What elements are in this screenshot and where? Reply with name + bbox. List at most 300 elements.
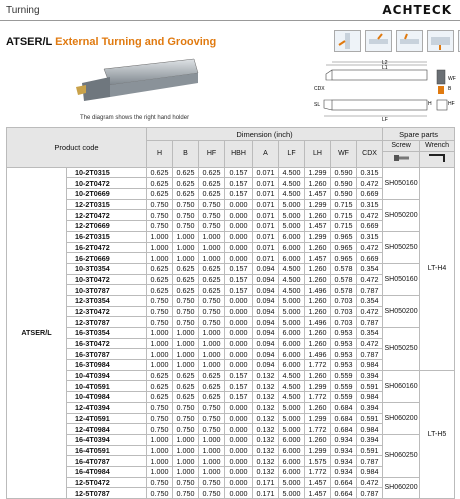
dimension-cell: 0.132 (253, 445, 279, 456)
dimension-cell: 0.664 (331, 477, 357, 488)
dimension-cell: 6.000 (279, 242, 305, 253)
dimension-cell: 0.625 (147, 392, 173, 403)
column-header: A (253, 141, 279, 168)
dimension-cell: 1.260 (305, 338, 331, 349)
dimension-drawing (312, 60, 457, 122)
dimension-cell: 1.000 (173, 338, 199, 349)
dimension-cell: 0.071 (253, 178, 279, 189)
dimension-cell: 0.669 (357, 253, 383, 264)
thumbnail-icon (427, 30, 454, 52)
dimension-cell: 6.000 (279, 456, 305, 467)
dimension-cell: 1.000 (173, 328, 199, 339)
product-code-cell: 16-3T0787 (67, 349, 147, 360)
dimension-cell: 0.703 (331, 295, 357, 306)
dimension-cell: 0.750 (147, 477, 173, 488)
product-code-cell: 12-2T0315 (67, 199, 147, 210)
dimension-cell: 0.094 (253, 274, 279, 285)
dimension-cell: 0.750 (147, 199, 173, 210)
product-table (6, 127, 455, 499)
product-code-cell: 12-3T0472 (67, 306, 147, 317)
dimension-cell: 1.000 (147, 466, 173, 477)
product-series: ATSER/L (6, 36, 53, 48)
column-header: LH (305, 141, 331, 168)
dimension-cell: 1.000 (199, 456, 225, 467)
dimension-cell: 0.750 (199, 210, 225, 221)
dimension-cell: 0.625 (199, 381, 225, 392)
dimension-cell: 1.000 (199, 360, 225, 371)
dimension-cell: 0.625 (147, 370, 173, 381)
drawing-label: B (448, 86, 452, 92)
dimension-cell: 0.132 (253, 392, 279, 403)
application-thumbnails (334, 30, 460, 52)
dimension-cell: 0.934 (331, 434, 357, 445)
dimension-cell: 0.625 (147, 263, 173, 274)
product-code-cell: 12-3T0354 (67, 295, 147, 306)
dimension-cell: 0.000 (225, 242, 253, 253)
dimension-cell: 0.094 (253, 263, 279, 274)
product-code-cell: 16-2T0669 (67, 253, 147, 264)
dimension-cell: 1.260 (305, 210, 331, 221)
dimension-cell: 4.500 (279, 370, 305, 381)
dimension-cell: 1.772 (305, 392, 331, 403)
dimension-cell: 0.132 (253, 381, 279, 392)
table-row (7, 295, 455, 306)
screw-cell: SH050250 (383, 328, 420, 371)
table-row (7, 167, 455, 178)
screw-cell: SH050200 (383, 295, 420, 327)
column-header: HF (199, 141, 225, 168)
dimension-cell: 1.299 (305, 381, 331, 392)
dimension-cell: 0.000 (225, 456, 253, 467)
dimension-cell: 0.625 (173, 274, 199, 285)
dimension-cell: 0.625 (173, 189, 199, 200)
dimension-cell: 1.000 (173, 456, 199, 467)
dimension-cell: 0.157 (225, 167, 253, 178)
dimension-cell: 0.171 (253, 477, 279, 488)
dimension-cell: 0.071 (253, 167, 279, 178)
dimension-cell: 0.750 (147, 210, 173, 221)
dimension-cell: 1.000 (173, 253, 199, 264)
screw-cell: SH050160 (383, 263, 420, 295)
product-code-cell: 10-2T0315 (67, 167, 147, 178)
dimension-cell: 0.953 (331, 338, 357, 349)
column-header: WF (331, 141, 357, 168)
dimension-cell: 0.000 (225, 424, 253, 435)
dimension-cell: 0.715 (331, 199, 357, 210)
dimension-header: Dimension (inch) (147, 128, 383, 141)
dimension-cell: 0.750 (199, 488, 225, 499)
drawing-label: H (428, 101, 432, 107)
dimension-cell: 0.591 (357, 445, 383, 456)
dimension-cell: 0.965 (331, 242, 357, 253)
dimension-cell: 4.500 (279, 392, 305, 403)
wrench-cell: LT-H5 (420, 370, 455, 498)
dimension-cell: 0.472 (357, 306, 383, 317)
dimension-cell: 1.000 (147, 242, 173, 253)
dimension-cell: 0.669 (357, 221, 383, 232)
wrench-header: Wrench (420, 141, 455, 152)
dimension-cell: 0.965 (331, 231, 357, 242)
dimension-cell: 1.457 (305, 221, 331, 232)
dimension-cell: 0.000 (225, 349, 253, 360)
dimension-cell: 0.094 (253, 285, 279, 296)
dimension-cell: 1.000 (199, 242, 225, 253)
product-code-cell: 12-4T0984 (67, 424, 147, 435)
dimension-cell: 0.000 (225, 231, 253, 242)
dimension-cell: 0.559 (331, 392, 357, 403)
dimension-cell: 0.984 (357, 360, 383, 371)
product-code-cell: 12-2T0472 (67, 210, 147, 221)
column-header: HBH (225, 141, 253, 168)
product-code-cell: 10-4T0591 (67, 381, 147, 392)
product-code-cell: 10-3T0472 (67, 274, 147, 285)
dimension-cell: 0.578 (331, 274, 357, 285)
dimension-cell: 0.094 (253, 317, 279, 328)
dimension-cell: 1.260 (305, 295, 331, 306)
dimension-cell: 0.625 (173, 167, 199, 178)
screw-header: Screw (383, 141, 420, 152)
dimension-cell: 1.772 (305, 424, 331, 435)
dimension-cell: 5.000 (279, 488, 305, 499)
dimension-cell: 0.591 (357, 413, 383, 424)
dimension-cell: 5.000 (279, 424, 305, 435)
product-code-cell: 12-3T0787 (67, 317, 147, 328)
table-row (7, 370, 455, 381)
dimension-cell: 0.787 (357, 317, 383, 328)
dimension-cell: 0.750 (147, 424, 173, 435)
dimension-cell: 0.625 (199, 178, 225, 189)
product-code-cell: 16-4T0394 (67, 434, 147, 445)
dimension-cell: 1.000 (147, 434, 173, 445)
dimension-cell: 1.000 (199, 338, 225, 349)
dimension-cell: 1.000 (147, 328, 173, 339)
dimension-cell: 1.772 (305, 466, 331, 477)
dimension-cell: 0.965 (331, 253, 357, 264)
dimension-cell: 0.684 (331, 413, 357, 424)
dimension-cell: 1.000 (147, 456, 173, 467)
dimension-cell: 0.750 (173, 306, 199, 317)
dimension-cell: 0.787 (357, 488, 383, 499)
dimension-cell: 0.472 (357, 242, 383, 253)
dimension-cell: 0.625 (147, 285, 173, 296)
dimension-cell: 0.625 (173, 263, 199, 274)
column-header: B (173, 141, 199, 168)
dimension-cell: 1.496 (305, 285, 331, 296)
wrench-cell: LT-H4 (420, 167, 455, 370)
dimension-cell: 1.000 (147, 349, 173, 360)
dimension-cell: 0.953 (331, 349, 357, 360)
product-code-cell: 16-2T0315 (67, 231, 147, 242)
dimension-cell: 1.000 (199, 349, 225, 360)
column-header: CDX (357, 141, 383, 168)
dimension-cell: 0.750 (173, 488, 199, 499)
drawing-label: SL (314, 102, 321, 108)
dimension-cell: 0.953 (331, 360, 357, 371)
dimension-cell: 1.260 (305, 306, 331, 317)
dimension-cell: 0.750 (173, 413, 199, 424)
dimension-cell: 0.157 (225, 392, 253, 403)
dimension-cell: 0.750 (199, 413, 225, 424)
product-code-cell: 10-4T0394 (67, 370, 147, 381)
dimension-cell: 1.000 (199, 466, 225, 477)
section-title: Turning (6, 5, 40, 16)
dimension-cell: 0.000 (225, 210, 253, 221)
dimension-cell: 0.000 (225, 360, 253, 371)
dimension-cell: 0.750 (173, 477, 199, 488)
dimension-cell: 0.000 (225, 253, 253, 264)
dimension-cell: 1.260 (305, 178, 331, 189)
dimension-cell: 0.750 (199, 402, 225, 413)
dimension-cell: 0.591 (357, 381, 383, 392)
product-code-cell: 10-3T0354 (67, 263, 147, 274)
dimension-cell: 0.750 (199, 199, 225, 210)
dimension-cell: 1.496 (305, 349, 331, 360)
dimension-cell: 0.625 (199, 167, 225, 178)
image-caption: The diagram shows the right hand holder (80, 115, 190, 121)
dimension-cell: 0.315 (357, 199, 383, 210)
dimension-cell: 1.000 (173, 445, 199, 456)
dimension-cell: 4.500 (279, 189, 305, 200)
product-code-cell: 16-4T0787 (67, 456, 147, 467)
dimension-cell: 0.132 (253, 402, 279, 413)
dimension-cell: 0.750 (199, 424, 225, 435)
header-divider (0, 20, 460, 21)
dimension-cell: 4.500 (279, 381, 305, 392)
dimension-cell: 0.703 (331, 317, 357, 328)
dimension-cell: 0.000 (225, 445, 253, 456)
dimension-cell: 0.157 (225, 285, 253, 296)
table-row (7, 477, 455, 488)
product-code-cell: 10-4T0984 (67, 392, 147, 403)
dimension-cell: 1.457 (305, 189, 331, 200)
dimension-cell: 5.000 (279, 221, 305, 232)
dimension-cell: 0.071 (253, 189, 279, 200)
dimension-cell: 1.000 (199, 328, 225, 339)
dimension-cell: 0.590 (331, 189, 357, 200)
dimension-cell: 1.000 (147, 253, 173, 264)
dimension-cell: 0.094 (253, 338, 279, 349)
dimension-cell: 5.000 (279, 402, 305, 413)
dimension-cell: 0.000 (225, 221, 253, 232)
screw-cell: SH060160 (383, 370, 420, 402)
dimension-cell: 1.299 (305, 167, 331, 178)
dimension-cell: 5.000 (279, 306, 305, 317)
dimension-cell: 0.750 (147, 295, 173, 306)
dimension-cell: 0.000 (225, 413, 253, 424)
dimension-cell: 0.000 (225, 338, 253, 349)
dimension-cell: 0.750 (173, 317, 199, 328)
dimension-cell: 0.625 (173, 285, 199, 296)
screw-cell: SH050200 (383, 199, 420, 231)
dimension-cell: 0.750 (173, 402, 199, 413)
dimension-cell: 6.000 (279, 328, 305, 339)
dimension-cell: 6.000 (279, 445, 305, 456)
dimension-cell: 0.750 (147, 413, 173, 424)
dimension-cell: 0.934 (331, 456, 357, 467)
dimension-cell: 6.000 (279, 360, 305, 371)
dimension-cell: 5.000 (279, 477, 305, 488)
screw-cell: SH050160 (383, 167, 420, 199)
drawing-label: HF (448, 101, 455, 107)
dimension-cell: 1.457 (305, 488, 331, 499)
dimension-cell: 0.157 (225, 178, 253, 189)
dimension-cell: 4.500 (279, 274, 305, 285)
product-code-cell: 10-2T0472 (67, 178, 147, 189)
dimension-cell: 0.071 (253, 199, 279, 210)
dimension-cell: 0.559 (331, 370, 357, 381)
dimension-cell: 0.578 (331, 285, 357, 296)
dimension-cell: 5.000 (279, 317, 305, 328)
dimension-cell: 0.000 (225, 317, 253, 328)
dimension-cell: 0.750 (147, 317, 173, 328)
dimension-cell: 0.071 (253, 231, 279, 242)
drawing-label: L2 (382, 60, 388, 66)
product-code-cell: 16-4T0984 (67, 466, 147, 477)
dimension-cell: 0.750 (199, 477, 225, 488)
dimension-cell: 0.750 (147, 306, 173, 317)
dimension-cell: 0.157 (225, 370, 253, 381)
dimension-cell: 0.984 (357, 392, 383, 403)
dimension-cell: 1.000 (147, 231, 173, 242)
spare-parts-header: Spare parts (383, 128, 455, 141)
dimension-cell: 4.500 (279, 178, 305, 189)
product-code-cell: 12-2T0669 (67, 221, 147, 232)
dimension-cell: 0.000 (225, 434, 253, 445)
dimension-cell: 0.625 (173, 381, 199, 392)
dimension-cell: 0.750 (173, 210, 199, 221)
dimension-cell: 5.000 (279, 295, 305, 306)
table-row (7, 402, 455, 413)
dimension-cell: 1.000 (173, 434, 199, 445)
dimension-cell: 0.472 (357, 477, 383, 488)
dimension-cell: 6.000 (279, 338, 305, 349)
drawing-label: WF (448, 76, 456, 82)
thumbnail-icon (334, 30, 361, 52)
dimension-cell: 0.559 (331, 381, 357, 392)
dimension-cell: 0.750 (199, 317, 225, 328)
dimension-cell: 1.000 (199, 253, 225, 264)
dimension-cell: 1.772 (305, 360, 331, 371)
dimension-cell: 0.625 (173, 392, 199, 403)
dimension-cell: 0.157 (225, 263, 253, 274)
dimension-cell: 0.750 (173, 424, 199, 435)
dimension-cell: 0.000 (225, 199, 253, 210)
dimension-cell: 0.664 (331, 488, 357, 499)
dimension-cell: 1.496 (305, 317, 331, 328)
dimension-cell: 0.157 (225, 274, 253, 285)
dimension-cell: 1.457 (305, 477, 331, 488)
dimension-cell: 0.000 (225, 306, 253, 317)
dimension-cell: 1.000 (173, 242, 199, 253)
dimension-cell: 0.000 (225, 328, 253, 339)
column-header: H (147, 141, 173, 168)
dimension-cell: 0.315 (357, 167, 383, 178)
dimension-cell: 0.625 (147, 381, 173, 392)
dimension-cell: 0.094 (253, 306, 279, 317)
dimension-cell: 0.625 (199, 274, 225, 285)
dimension-cell: 4.500 (279, 263, 305, 274)
dimension-cell: 5.000 (279, 210, 305, 221)
dimension-cell: 0.750 (147, 221, 173, 232)
dimension-cell: 1.000 (173, 360, 199, 371)
dimension-cell: 0.132 (253, 456, 279, 467)
dimension-cell: 1.260 (305, 402, 331, 413)
dimension-cell: 0.472 (357, 274, 383, 285)
dimension-cell: 0.625 (147, 178, 173, 189)
dimension-cell: 0.071 (253, 253, 279, 264)
dimension-cell: 1.575 (305, 456, 331, 467)
product-code-cell: 12-4T0591 (67, 413, 147, 424)
product-code-cell: 16-3T0984 (67, 360, 147, 371)
dimension-cell: 0.132 (253, 370, 279, 381)
dimension-cell: 0.071 (253, 242, 279, 253)
dimension-cell: 6.000 (279, 253, 305, 264)
table-row (7, 328, 455, 339)
dimension-cell: 5.000 (279, 413, 305, 424)
dimension-cell: 0.787 (357, 349, 383, 360)
dimension-cell: 1.000 (173, 231, 199, 242)
dimension-cell: 0.934 (331, 466, 357, 477)
dimension-cell: 0.625 (147, 189, 173, 200)
dimension-cell: 1.000 (147, 445, 173, 456)
top-bar (0, 0, 460, 26)
dimension-cell: 1.260 (305, 263, 331, 274)
dimension-cell: 0.625 (199, 392, 225, 403)
dimension-cell: 0.071 (253, 210, 279, 221)
dimension-cell: 1.260 (305, 328, 331, 339)
dimension-cell: 0.094 (253, 295, 279, 306)
dimension-cell: 0.394 (357, 402, 383, 413)
dimension-cell: 0.578 (331, 263, 357, 274)
drawing-label: LF (382, 117, 388, 122)
dimension-cell: 6.000 (279, 231, 305, 242)
dimension-cell: 0.000 (225, 295, 253, 306)
product-code-cell: 12-4T0394 (67, 402, 147, 413)
dimension-cell: 0.625 (173, 178, 199, 189)
column-header: LF (279, 141, 305, 168)
table-row (7, 263, 455, 274)
dimension-cell: 1.260 (305, 434, 331, 445)
screw-icon (383, 151, 420, 167)
dimension-cell: 0.171 (253, 488, 279, 499)
dimension-cell: 0.984 (357, 424, 383, 435)
drawing-label: CDX (314, 86, 325, 92)
dimension-cell: 0.625 (147, 167, 173, 178)
dimension-cell: 0.590 (331, 178, 357, 189)
brand-logo: ACHTECK (382, 3, 452, 17)
dimension-cell: 1.299 (305, 445, 331, 456)
dimension-cell: 0.625 (147, 274, 173, 285)
dimension-cell: 0.132 (253, 424, 279, 435)
dimension-cell: 1.000 (147, 338, 173, 349)
product-code-cell: 16-2T0472 (67, 242, 147, 253)
dimension-cell: 0.750 (199, 221, 225, 232)
dimension-cell: 1.000 (173, 349, 199, 360)
dimension-cell: 0.684 (331, 402, 357, 413)
dimension-cell: 0.703 (331, 306, 357, 317)
dimension-cell: 6.000 (279, 466, 305, 477)
product-description: External Turning and Grooving (55, 36, 217, 48)
dimension-cell: 0.157 (225, 189, 253, 200)
table-row (7, 434, 455, 445)
dimension-cell: 1.000 (199, 445, 225, 456)
screw-cell: SH060250 (383, 434, 420, 477)
dimension-cell: 1.260 (305, 274, 331, 285)
dimension-cell: 0.472 (357, 210, 383, 221)
dimension-cell: 6.000 (279, 349, 305, 360)
product-code-cell: 16-3T0354 (67, 328, 147, 339)
dimension-cell: 1.000 (147, 360, 173, 371)
